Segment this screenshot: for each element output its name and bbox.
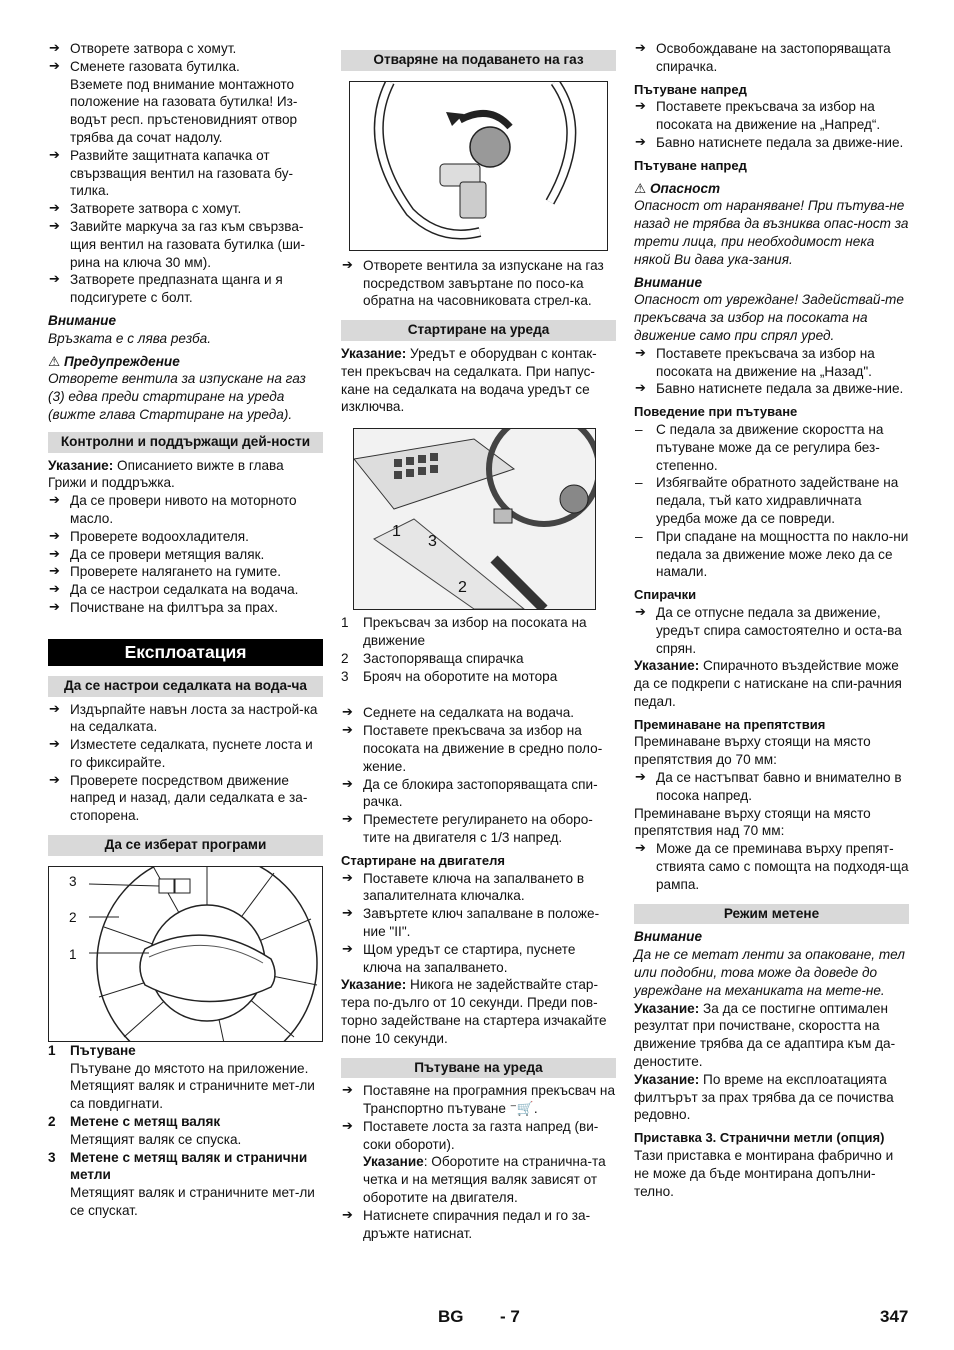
instruction-step: ➔ Да се настъпват бавно и внимателно в посока напред. <box>634 769 909 805</box>
instruction-step: ➔ Развийте защитната капачка от свързващия вентил на газовата бу-тилка. <box>48 147 323 200</box>
dial-label-1: 1 <box>69 946 77 962</box>
note-paragraph <box>341 976 616 1047</box>
note-text: Спирачното въздействие може да се подкрепи с натискане на спи-рачния педал. <box>634 658 902 709</box>
instruction-step: ➔ Да се блокира застопоряващата спи-рачка. <box>341 776 616 812</box>
italic-note-text: Опасност от увреждане! Задействай-те прекъсвача за избор на посоката на движение само при спрял уред. <box>634 292 904 343</box>
gas-valve-figure <box>349 81 608 251</box>
instruction-step: ➔ Преместете регулирането на оборо-тите на двигателя с 1/3 напред. <box>341 811 616 847</box>
instruction-step: ➔ Бавно натиснете педала за движе-ние. <box>634 380 909 398</box>
indented-text: Метящият валяк се спуска. <box>70 1131 242 1147</box>
instruction-step: ➔ Поставете прекъсвача за избор на посоката на движение на „Назад". <box>634 345 909 381</box>
instruction-step: ➔ Да се провери нивото на моторното масло. <box>48 492 323 528</box>
program-switch-figure <box>48 866 323 1042</box>
instruction-step: ➔ Завийте маркуча за газ към свързва-щия вентил на газовата бутилка (ши-рина на ключа 30 мм). <box>48 218 323 271</box>
note-label: Указание <box>363 1154 424 1170</box>
subheading: Спирачки <box>634 587 697 603</box>
note-paragraph <box>48 457 323 493</box>
section-heading: Да се настрои седалката на вода-ча <box>48 676 323 697</box>
caution-heading: Внимание <box>634 274 703 290</box>
legend-item <box>341 668 616 686</box>
instruction-step: ➔ Да се настрои седалката на водача. <box>48 581 323 599</box>
legend-number: 1 <box>48 1042 56 1058</box>
note-label: Указание: <box>48 457 114 473</box>
section-heading: Пътуване на уреда <box>341 1058 616 1079</box>
instruction-step: ➔ Поставете ключа на запалването в запалителната ключалка. <box>341 870 616 906</box>
instruction-step: ➔ Седнете на седалката на водача. <box>341 704 616 722</box>
legend-item <box>48 1113 323 1131</box>
instruction-step: ➔ Поставете прекъсвача за избор на посоката на движение на „Напред“. <box>634 98 909 134</box>
instruction-step: ➔ Почистване на филтъра за прах. <box>48 599 323 617</box>
paragraph: Преминаване върху стоящи на място препятствия над 70 мм: <box>634 805 871 839</box>
instruction-step: ➔ Да се провери метящия валяк. <box>48 546 323 564</box>
legend-text: Пътуване <box>70 1042 136 1058</box>
indented-text: Вземете под внимание монтажното положение на газовата бутилка! Из-водът респ. пръстеновидният отвор трябва да сочат надолу. <box>70 76 298 145</box>
instruction-step: ➔ Издърпайте навън лоста за настрой-ка на седалката. <box>48 701 323 737</box>
section-heading: Режим метене <box>634 904 909 925</box>
instruction-step: ➔ Може да се преминава върху препят-ствията само с помощта на подходя-ща рампа. <box>634 840 909 893</box>
italic-note-text: Връзката е с лява резба. <box>48 330 211 346</box>
dash-list-item: – Избягвайте обратното задействане на педала, тъй като хидравличната уредба може да се повреди. <box>634 474 909 527</box>
paragraph: Преминаване върху стоящи на място препятствия до 70 мм: <box>634 734 871 768</box>
instruction-step: ➔ Проверете посредством движение напред и назад, дали седалката е за-стопорена. <box>48 772 323 825</box>
note-paragraph <box>634 1000 909 1071</box>
section-heading: Контролни и поддържащи дей-ности <box>48 432 323 453</box>
italic-note-text: Да не се метат ленти за опаковане, тел или подобни, това може да доведе до увреждане на механиката на мете-не. <box>634 947 905 998</box>
instruction-step: ➔ Затворете предпазната щанга и я подсигурете с болт. <box>48 271 323 307</box>
instruction-step: ➔ Проверете водоохладителя. <box>48 528 323 546</box>
legend-text: Застопоряваща спирачка <box>363 650 524 666</box>
instruction-step: ➔ Завъртете ключ запалване в положе-ние "II". <box>341 905 616 941</box>
instruction-step: ➔ Поставете лоста за газта напред (ви-соки обороти). <box>341 1118 616 1154</box>
instruction-step: ➔ Поставяне на програмния прекъсвач на Транспортно пътуване ⁻🛒. <box>341 1082 616 1118</box>
legend-number: 2 <box>341 650 349 666</box>
dashboard-figure <box>353 428 596 610</box>
note-text: По време на експлоатацията филтърът за прах трябва да се почиства редовно. <box>634 1071 894 1123</box>
note-paragraph <box>341 1153 616 1206</box>
instruction-step: ➔ Проверете налягането на гумите. <box>48 563 323 581</box>
column-middle <box>341 40 616 1242</box>
instruction-step: ➔ Щом уредът се стартира, пуснете ключа на запалването. <box>341 941 616 977</box>
dashboard-drawing <box>354 429 595 610</box>
subheading: Поведение при пътуване <box>634 404 798 420</box>
section-heading: Отваряне на подаването на газ <box>341 50 616 71</box>
dashboard-label-2: 2 <box>458 579 467 597</box>
instruction-step: ➔ Освобождаване на застопоряващата спирачка. <box>634 40 909 76</box>
dial-label-2: 2 <box>69 909 77 925</box>
legend-number: 3 <box>48 1149 56 1165</box>
legend-number: 1 <box>341 615 349 631</box>
dash-list-item: – При спадане на мощността по накло-ни педала за движение може леко да се намали. <box>634 528 909 581</box>
note-paragraph <box>634 1071 909 1124</box>
note-text: Уредът е оборудван с контак-тен прекъсвач на седалката. При напус-кане на седалката на водача уредът се изключва. <box>341 345 597 415</box>
note-text: : Оборотите на странична-та четка и на метящия валяк зависят от оборотите на двигателя. <box>363 1154 606 1206</box>
instruction-step: ➔ Изместете седалката, пуснете лоста и го фиксирайте. <box>48 736 323 772</box>
instruction-step: ➔ Сменете газовата бутилка. <box>48 58 323 76</box>
gas-valve-drawing <box>350 82 607 251</box>
section-heading: Стартиране на уреда <box>341 320 616 341</box>
note-label: Указание: <box>634 1000 700 1016</box>
indented-text: Метящият валяк и страничните мет-ли се спускат. <box>70 1185 315 1219</box>
legend-item <box>48 1149 323 1185</box>
dashboard-label-3: 3 <box>428 533 437 551</box>
subheading: Преминаване на препятствия <box>634 716 826 732</box>
legend-number: 3 <box>341 668 349 684</box>
note-label: Указание: <box>341 345 407 361</box>
italic-note-text: Опасност от нараняване! При пътува-не назад не трябва да възниква опас-ност за трети лица, при необходимост нека някой Ви дава ука-зания. <box>634 198 909 267</box>
legend-text: Метене с метящ валяк и странични метли <box>70 1149 308 1183</box>
dial-label-3: 3 <box>69 873 77 889</box>
subheading: Стартиране на двигателя <box>341 852 505 868</box>
legend-number: 2 <box>48 1114 56 1130</box>
instruction-step: ➔ Отворете затвора с хомут. <box>48 40 323 58</box>
instruction-step: ➔ Отворете вентила за изпускане на газ посредством завъртане по посо-ка обратна на часовниковата стрел-ка. <box>341 257 616 310</box>
note-label: Указание: <box>634 1071 700 1087</box>
subheading: Пътуване напред <box>634 157 747 173</box>
instruction-step: ➔ Бавно натиснете педала за движе-ние. <box>634 134 909 152</box>
dashboard-label-1: 1 <box>392 523 401 541</box>
subheading: Приставка 3. Странични метли (опция) <box>634 1130 885 1146</box>
legend-text: Метене с метящ валяк <box>70 1114 221 1130</box>
subheading: Пътуване напред <box>634 81 747 97</box>
footer-page-number: - 7 <box>500 1307 520 1326</box>
legend-text: Брояч на оборотите на мотора <box>363 668 558 684</box>
footer-language: BG <box>438 1307 464 1326</box>
instruction-step: ➔ Затворете затвора с хомут. <box>48 200 323 218</box>
warning-heading <box>634 180 909 198</box>
program-switch-drawing <box>49 867 322 1042</box>
note-paragraph <box>341 345 616 416</box>
italic-note-text: Отворете вентила за изпускане на газ (3) едва преди стартиране на уреда (вижте глава Стартиране на уреда). <box>48 371 306 422</box>
paragraph: Тази приставка е монтирана фабрично и не може да бъде монтирана допълни-телно. <box>634 1148 894 1199</box>
warning-heading-label: Опасност <box>649 180 721 196</box>
caution-heading: Внимание <box>48 312 117 328</box>
section-heading: Да се изберат програми <box>48 835 323 856</box>
column-right <box>634 40 909 1200</box>
instruction-step: ➔ Да се отпусне педала за движение, уредът спира самостоятелно и оста-ва спрян. <box>634 604 909 657</box>
footer-total-page: 347 <box>880 1307 909 1326</box>
note-text: Описанието вижте в глава Грижи и поддръжка. <box>48 457 284 491</box>
legend-item <box>48 1042 323 1060</box>
legend-text: Прекъсвач за избор на посоката на движение <box>363 615 587 648</box>
warning-triangle-icon: ⚠ <box>634 180 650 196</box>
instruction-step: ➔ Натиснете спирачния педал и го за-дръжте натиснат. <box>341 1207 616 1243</box>
warning-heading <box>48 353 323 371</box>
note-text: За да се постигне оптимален резултат при почистване, скоростта на движение трябва да се адаптира към да-деностите. <box>634 1000 896 1070</box>
legend-item <box>341 650 616 668</box>
note-paragraph <box>634 657 909 710</box>
note-label: Указание: <box>341 977 407 993</box>
legend-item <box>341 614 616 650</box>
indented-text: Пътуване до мястото на приложение. Метящият валяк и страничните мет-ли са повдигнати. <box>70 1060 315 1112</box>
instruction-step: ➔ Поставете прекъсвача за избор на посоката на движение в средно поло-жение. <box>341 722 616 775</box>
dash-list-item: – С педала за движение скоростта на пътуване може да се регулира без-степенно. <box>634 421 909 474</box>
caution-heading: Внимание <box>634 929 703 945</box>
note-text: Никога не задействайте стар-тера по-дълго от 10 секунди. Преди пов-торно задействане на стартера изчакайте поне 10 секунди. <box>341 977 607 1046</box>
warning-heading-label: Предупреждение <box>63 353 180 369</box>
note-label: Указание: <box>634 658 700 674</box>
chapter-heading: Експлоатация <box>48 639 323 666</box>
warning-triangle-icon: ⚠ <box>48 353 64 369</box>
column-left <box>48 40 323 1220</box>
